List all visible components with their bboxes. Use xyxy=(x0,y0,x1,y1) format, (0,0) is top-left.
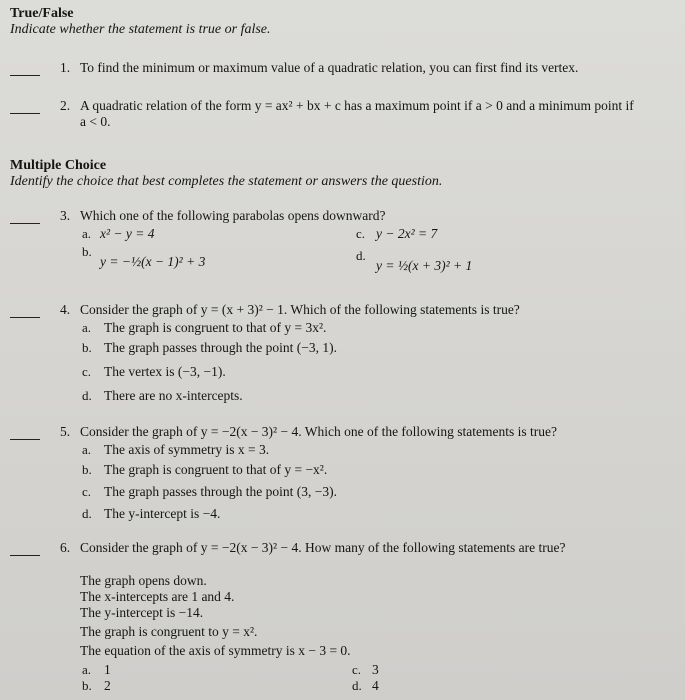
section-title-multiple-choice: Multiple Choice xyxy=(10,158,107,173)
option-text-3a: x² − y = 4 xyxy=(100,226,155,241)
question-text-2-line-2: a < 0. xyxy=(80,114,111,129)
question-number-5: 5. xyxy=(60,424,71,439)
option-label-4c: c. xyxy=(82,364,92,379)
statement-6-5: The equation of the axis of symmetry is x − 3 = 0. xyxy=(80,643,351,658)
section-instructions-multiple-choice: Identify the choice that best completes the statement or answers the question. xyxy=(10,174,443,189)
answer-blank-1[interactable] xyxy=(10,74,40,76)
question-number-2: 2. xyxy=(60,98,71,113)
option-text-3d: y = ½(x + 3)² + 1 xyxy=(376,258,473,273)
option-text-6b: 2 xyxy=(104,678,111,693)
statement-6-2: The x-intercepts are 1 and 4. xyxy=(80,589,235,604)
option-text-4b: The graph passes through the point (−3, 1). xyxy=(104,340,337,355)
option-label-6d: d. xyxy=(352,678,362,693)
statement-6-4: The graph is congruent to y = x². xyxy=(80,624,258,639)
option-text-6d: 4 xyxy=(372,678,379,693)
option-text-3b: y = −½(x − 1)² + 3 xyxy=(100,254,206,269)
option-label-5b: b. xyxy=(82,462,92,477)
option-label-3d: d. xyxy=(356,248,366,263)
option-text-4c: The vertex is (−3, −1). xyxy=(104,364,226,379)
answer-blank-2[interactable] xyxy=(10,112,40,114)
answer-blank-4[interactable] xyxy=(10,316,40,318)
option-label-6a: a. xyxy=(82,662,92,677)
question-number-4: 4. xyxy=(60,302,71,317)
section-title-true-false: True/False xyxy=(10,6,74,21)
statement-6-1: The graph opens down. xyxy=(80,573,207,588)
option-label-3c: c. xyxy=(356,226,366,241)
option-label-5d: d. xyxy=(82,506,92,521)
option-label-5c: c. xyxy=(82,484,92,499)
question-text-6: Consider the graph of y = −2(x − 3)² − 4. How many of the following statements are true? xyxy=(80,540,566,555)
option-label-6b: b. xyxy=(82,678,92,693)
option-text-5b: The graph is congruent to that of y = −x². xyxy=(104,462,328,477)
statement-6-3: The y-intercept is −14. xyxy=(80,605,204,620)
question-text-5: Consider the graph of y = −2(x − 3)² − 4. Which one of the following statements is true? xyxy=(80,424,558,439)
question-text-4: Consider the graph of y = (x + 3)² − 1. Which of the following statements is true? xyxy=(80,302,520,317)
option-label-6c: c. xyxy=(352,662,362,677)
answer-blank-3[interactable] xyxy=(10,222,40,224)
option-label-4a: a. xyxy=(82,320,92,335)
option-text-6a: 1 xyxy=(104,662,111,677)
option-text-5c: The graph passes through the point (3, −3). xyxy=(104,484,337,499)
question-number-1: 1. xyxy=(60,60,71,75)
option-text-4d: There are no x-intercepts. xyxy=(104,388,243,403)
option-text-5d: The y-intercept is −4. xyxy=(104,506,221,521)
option-label-4d: d. xyxy=(82,388,92,403)
option-text-4a: The graph is congruent to that of y = 3x². xyxy=(104,320,327,335)
option-label-3a: a. xyxy=(82,226,92,241)
option-label-5a: a. xyxy=(82,442,92,457)
option-text-6c: 3 xyxy=(372,662,379,677)
option-text-5a: The axis of symmetry is x = 3. xyxy=(104,442,270,457)
section-instructions-true-false: Indicate whether the statement is true or false. xyxy=(10,22,271,37)
answer-blank-6[interactable] xyxy=(10,554,40,556)
answer-blank-5[interactable] xyxy=(10,438,40,440)
option-text-3c: y − 2x² = 7 xyxy=(376,226,438,241)
question-text-2-line-1: A quadratic relation of the form y = ax² + bx + c has a maximum point if a > 0 and a minimum point if xyxy=(80,98,634,113)
question-text-1: To find the minimum or maximum value of a quadratic relation, you can first find its vertex. xyxy=(80,60,579,75)
question-text-3: Which one of the following parabolas opens downward? xyxy=(80,208,386,223)
option-label-3b: b. xyxy=(82,244,92,259)
option-label-4b: b. xyxy=(82,340,92,355)
question-number-6: 6. xyxy=(60,540,71,555)
question-number-3: 3. xyxy=(60,208,71,223)
